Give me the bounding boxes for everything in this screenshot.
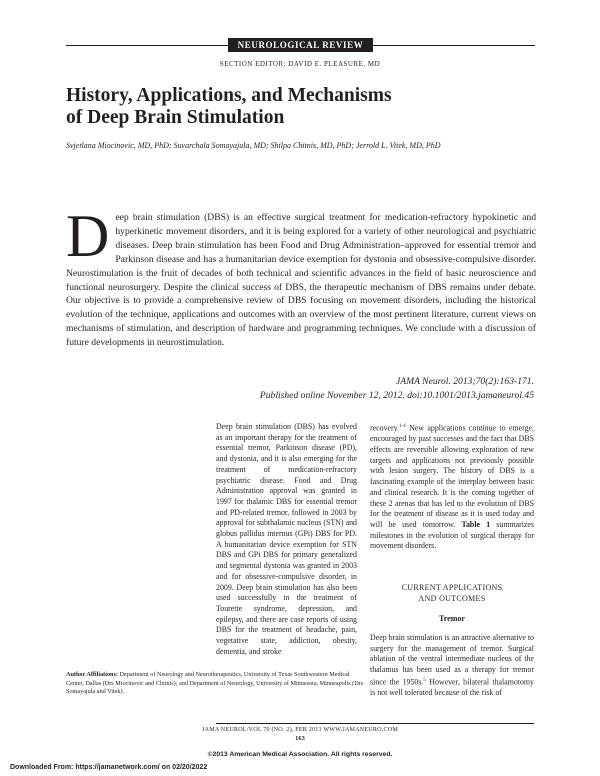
tremor-text-2: However, bilateral thalamotomy is not well tolerated because of the risk of	[370, 677, 535, 698]
body-column-1: Deep brain stimulation (DBS) has evolved as an important therapy for the treatment of essential tremor, Parkinson disease (PD), and dystonia, and it is also emerging for the treatment of medication-refractory psychiatric disease. Food and Drug Administration approval was granted in 1997 for thalamic DBS for essential tremor and PD-related tremor, followed in 2003 by approval for subthalamic nucleus (STN) and globus pallidus internus (GPi) DBS for PD. A humanitarian device exemption for STN DBS and GPi DBS for primary generalized and segmental dystonia was granted in 2003 and for obsessive-compulsive disorder, in 2009. Deep brain stimulation has also been used successfully in the treatment of Tourette syndrome, depression, and epilepsy, and there are case reports of using DBS for the treatment of headache, pain, vegetative state, addiction, obesity, dementia, and stroke	[216, 422, 357, 656]
author-affiliations	[66, 671, 366, 697]
col2-text-3: summarizes milestones in the evolution of surgical therapy for movement disorders.	[370, 519, 534, 551]
article-title	[66, 85, 536, 129]
author-list: Svjetlana Miocinovic, MD, PhD; Suvarchala Somayajula, MD; Shilpa Chitnis, MD, PhD; Jerrold L. Vitek, MD, PhD	[66, 141, 441, 150]
tremor-paragraph	[370, 633, 534, 699]
title-line-1: History, Applications, and Mechanisms	[66, 85, 392, 106]
reference-superscript[interactable]: 1-4	[399, 424, 406, 429]
drop-cap: D	[66, 203, 110, 269]
title-line-2: of Deep Brain Stimulation	[66, 107, 285, 128]
affiliations-lead: Author Affiliations:	[66, 671, 118, 678]
body-column-2	[370, 422, 534, 552]
tremor-text-1: Deep brain stimulation is an attractive alternative to surgery for the management of tremor. Surgical ablation of the ventral intermediate nucleus of the thalamus has been used as a therapy for tremor since the 1950s.	[370, 633, 534, 687]
section-label: NEUROLOGICAL REVIEW	[228, 38, 373, 52]
copyright-notice: ©2013 American Medical Association. All rights reserved.	[207, 751, 393, 758]
footer-rule	[216, 723, 386, 724]
abstract	[66, 203, 536, 350]
col2-text-2: New applications continue to emerge, encouraged by past successes and the fact that DBS effects are reversible allowing exploration of new targets and applications not previously possible with lesion surgery. The history of DBS is a fascinating example of the interplay between basic and clinical research. It is the coming together of these 2 arenas that has led to the evolution of DBS for the treatment of disease as it is used today and will be used tomorrow.	[370, 423, 534, 529]
download-notice: Downloaded From: https://jamanetwork.com/ on 02/20/2022	[10, 764, 208, 771]
heading-line-2: AND OUTCOMES	[418, 594, 486, 603]
tremor-reference-superscript[interactable]: 5	[423, 677, 426, 683]
footer-rule-right	[370, 723, 534, 724]
section-editor: SECTION EDITOR: DAVID E. PLEASURE, MD	[219, 60, 381, 68]
published-online: Published online November 12, 2012. doi:10.1001/2013.jamaneurol.45	[259, 390, 534, 401]
header-rule-right	[373, 45, 535, 46]
table-reference-link[interactable]: Table 1	[461, 519, 491, 529]
affiliations-text: Department of Neurology and Neurotherapeutics, University of Texas Southwestern Medical Center, Dallas (Drs Miocinovic and Chitnis); and Department of Neurology, University of Minnesota, Minneapolis (Drs Somayajula and Vitek).	[66, 671, 364, 695]
page-number: 163	[295, 735, 305, 742]
heading-line-1: CURRENT APPLICATIONS	[401, 583, 503, 592]
abstract-text: eep brain stimulation (DBS) is an effective surgical treatment for medication-refractory hypokinetic and hyperkinetic movement disorders, and it is being explored for a variety of other neurological and psychiatric diseases. Deep brain stimulation has been Food and Drug Administration–approved for essential tremor and Parkinson disease and has a humanitarian device exemption for dystonia and obsessive-compulsive disorder. Neurostimulation is the fruit of decades of both technical and scientific advances in the field of basic neuroscience and functional neurosurgery. Despite the clinical success of DBS, the therapeutic mechanism of DBS remains under debate. Our objective is to provide a comprehensive review of DBS focusing on movement disorders, including the historical evolution of the technique, applications and outcomes with an overview of the most pertinent literature, current views on mechanisms of stimulation, and description of hardware and programming techniques. We conclude with a discussion of future developments in neurostimulation.	[66, 212, 536, 349]
col2-text-1: recovery.	[370, 423, 400, 433]
journal-footer: JAMA NEUROL/VOL 70 (NO. 2), FEB 2013 WWW.JAMANEURO.COM	[202, 727, 398, 733]
heading-tremor: Tremor	[439, 614, 465, 623]
header-rule-left	[66, 45, 228, 46]
heading-current-applications	[370, 582, 534, 604]
citation: JAMA Neurol. 2013;70(2):163-171.	[395, 376, 534, 387]
